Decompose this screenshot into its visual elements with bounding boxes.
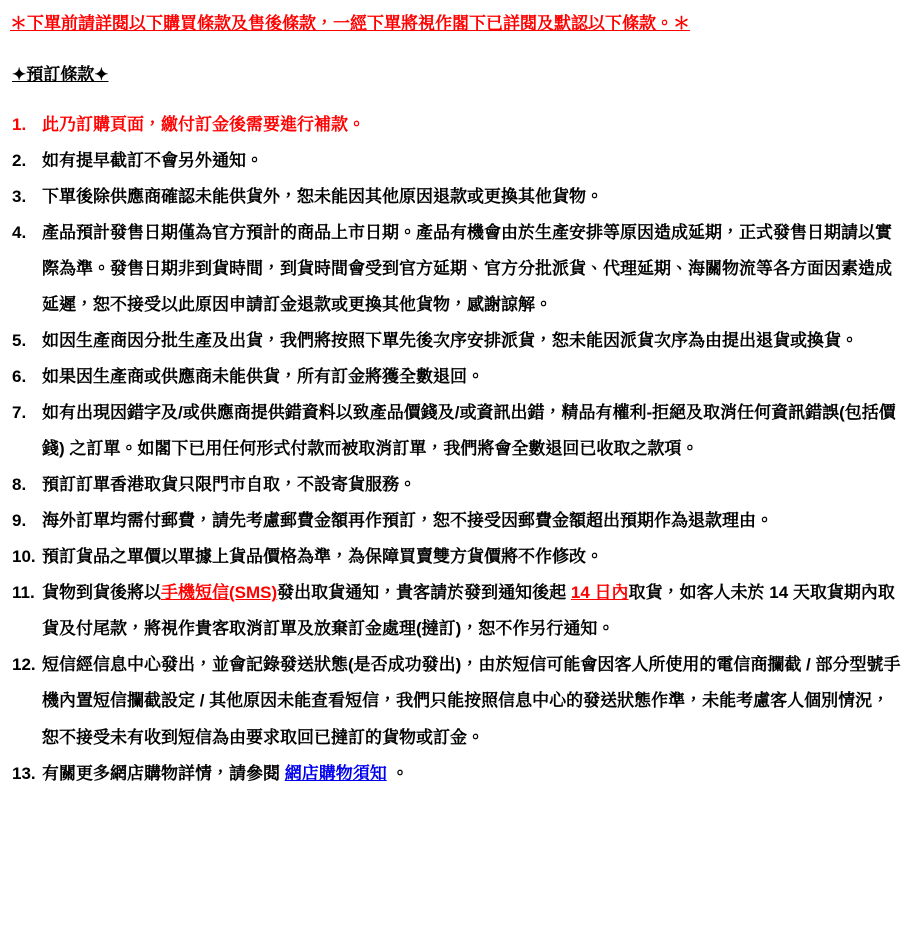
term-text xyxy=(42,215,901,323)
terms-list xyxy=(10,107,901,792)
text-segment: 預訂訂單香港取貨只限門市自取，不設寄貨服務。 xyxy=(42,475,416,495)
text-segment: 下單後除供應商確認未能供貨外，恕未能因其他原因退款或更換其他貨物。 xyxy=(42,187,603,207)
term-text xyxy=(42,539,901,575)
term-text xyxy=(42,395,901,467)
term-item xyxy=(10,359,901,395)
term-number: 13. xyxy=(12,763,36,783)
term-item xyxy=(10,179,901,215)
term-item xyxy=(10,143,901,179)
term-number: 3. xyxy=(12,187,27,207)
term-number: 11. xyxy=(12,583,35,603)
term-text xyxy=(42,467,901,503)
term-text xyxy=(42,323,901,359)
shop-guide-link[interactable]: 網店購物須知 xyxy=(284,763,387,783)
highlighted-text: 14 日內 xyxy=(570,583,629,603)
text-segment: 貨物到貨後將以 xyxy=(42,583,161,603)
text-segment: 此乃訂購頁面，繳付訂金後需要進行補款。 xyxy=(42,114,365,134)
highlighted-text: 手機短信(SMS) xyxy=(161,583,278,603)
term-number: 7. xyxy=(12,403,27,423)
term-text xyxy=(42,179,901,215)
term-number: 8. xyxy=(12,475,27,495)
text-segment: 發出取貨通知，貴客請於發到通知後起 xyxy=(277,583,571,603)
text-segment: 產品預計發售日期僅為官方預計的商品上市日期。產品有機會由於生產安排等原因造成延期，正式發售日期請以實際為準。發售日期非到貨時間，到貨時間會受到官方延期、官方分批派貨、代理延期、海關物流等各方面因素造成延遲，恕不接受以此原因申請訂金退款或更換其他貨物，感謝諒解。 xyxy=(42,223,892,315)
text-segment: 海外訂單均需付郵費，請先考慮郵費金額再作預訂，恕不接受因郵費金額超出預期作為退款理由。 xyxy=(42,511,773,531)
section-title-preorder-terms: ✦預訂條款✦ xyxy=(12,65,109,85)
term-number: 12. xyxy=(12,655,36,675)
term-item xyxy=(10,395,901,467)
term-text xyxy=(42,575,901,647)
term-number: 2. xyxy=(12,151,27,171)
term-number: 10. xyxy=(12,547,36,567)
text-segment: 如有出現因錯字及/或供應商提供錯資料以致產品價錢及/或資訊出錯，精品有權利-拒絕及取消任何資訊錯誤(包括價錢) 之訂單。如閣下已用任何形式付款而被取消訂單，我們將會全數退回已收取之款項。 xyxy=(42,403,896,459)
term-item xyxy=(10,539,901,575)
text-segment: 取貨，如客人未於 14 天取貨期內取貨及付尾款，將視作貴客取消訂單及放棄訂金處理(撻訂)，恕不作另行通知。 xyxy=(42,583,895,639)
term-number: 1. xyxy=(12,114,27,134)
text-segment: 預訂貨品之單價以單據上貨品價格為準，為保障買賣雙方貨價將不作修改。 xyxy=(42,547,603,567)
term-item xyxy=(10,647,901,755)
text-segment: 有關更多網店購物詳情，請參閱 xyxy=(42,763,285,783)
term-item xyxy=(10,467,901,503)
term-text xyxy=(42,503,901,539)
purchase-notice-banner: ＊下單前請詳閱以下購買條款及售後條款，一經下單將視作閣下已詳閱及默認以下條款。＊ xyxy=(10,14,690,33)
term-item xyxy=(10,215,901,323)
term-text xyxy=(42,107,901,143)
term-item xyxy=(10,503,901,539)
term-number: 6. xyxy=(12,367,27,387)
term-number: 9. xyxy=(12,511,27,531)
term-text xyxy=(42,359,901,395)
text-segment: 如因生產商因分批生產及出貨，我們將按照下單先後次序安排派貨，恕未能因派貨次序為由提出退貨或換貨。 xyxy=(42,331,858,351)
term-text xyxy=(42,756,901,792)
term-item xyxy=(10,575,901,647)
text-segment: 短信經信息中心發出，並會記錄發送狀態(是否成功發出)，由於短信可能會因客人所使用的電信商攔截 / 部分型號手機內置短信攔截設定 / 其他原因未能查看短信，我們只能按照信息中心的發送狀態作準，未能考慮客人個別情況，恕不接受未有收到短信為由要求取回已撻訂的貨物或訂金。 xyxy=(42,655,901,747)
text-segment: 如果因生產商或供應商未能供貨，所有訂金將獲全數退回。 xyxy=(42,367,484,387)
term-number: 4. xyxy=(12,223,27,243)
term-number: 5. xyxy=(12,331,27,351)
text-segment: 如有提早截訂不會另外通知。 xyxy=(42,151,263,171)
term-text xyxy=(42,143,901,179)
term-item xyxy=(10,107,901,143)
term-item xyxy=(10,756,901,792)
term-text xyxy=(42,647,901,755)
term-item xyxy=(10,323,901,359)
text-segment: 。 xyxy=(386,763,409,783)
